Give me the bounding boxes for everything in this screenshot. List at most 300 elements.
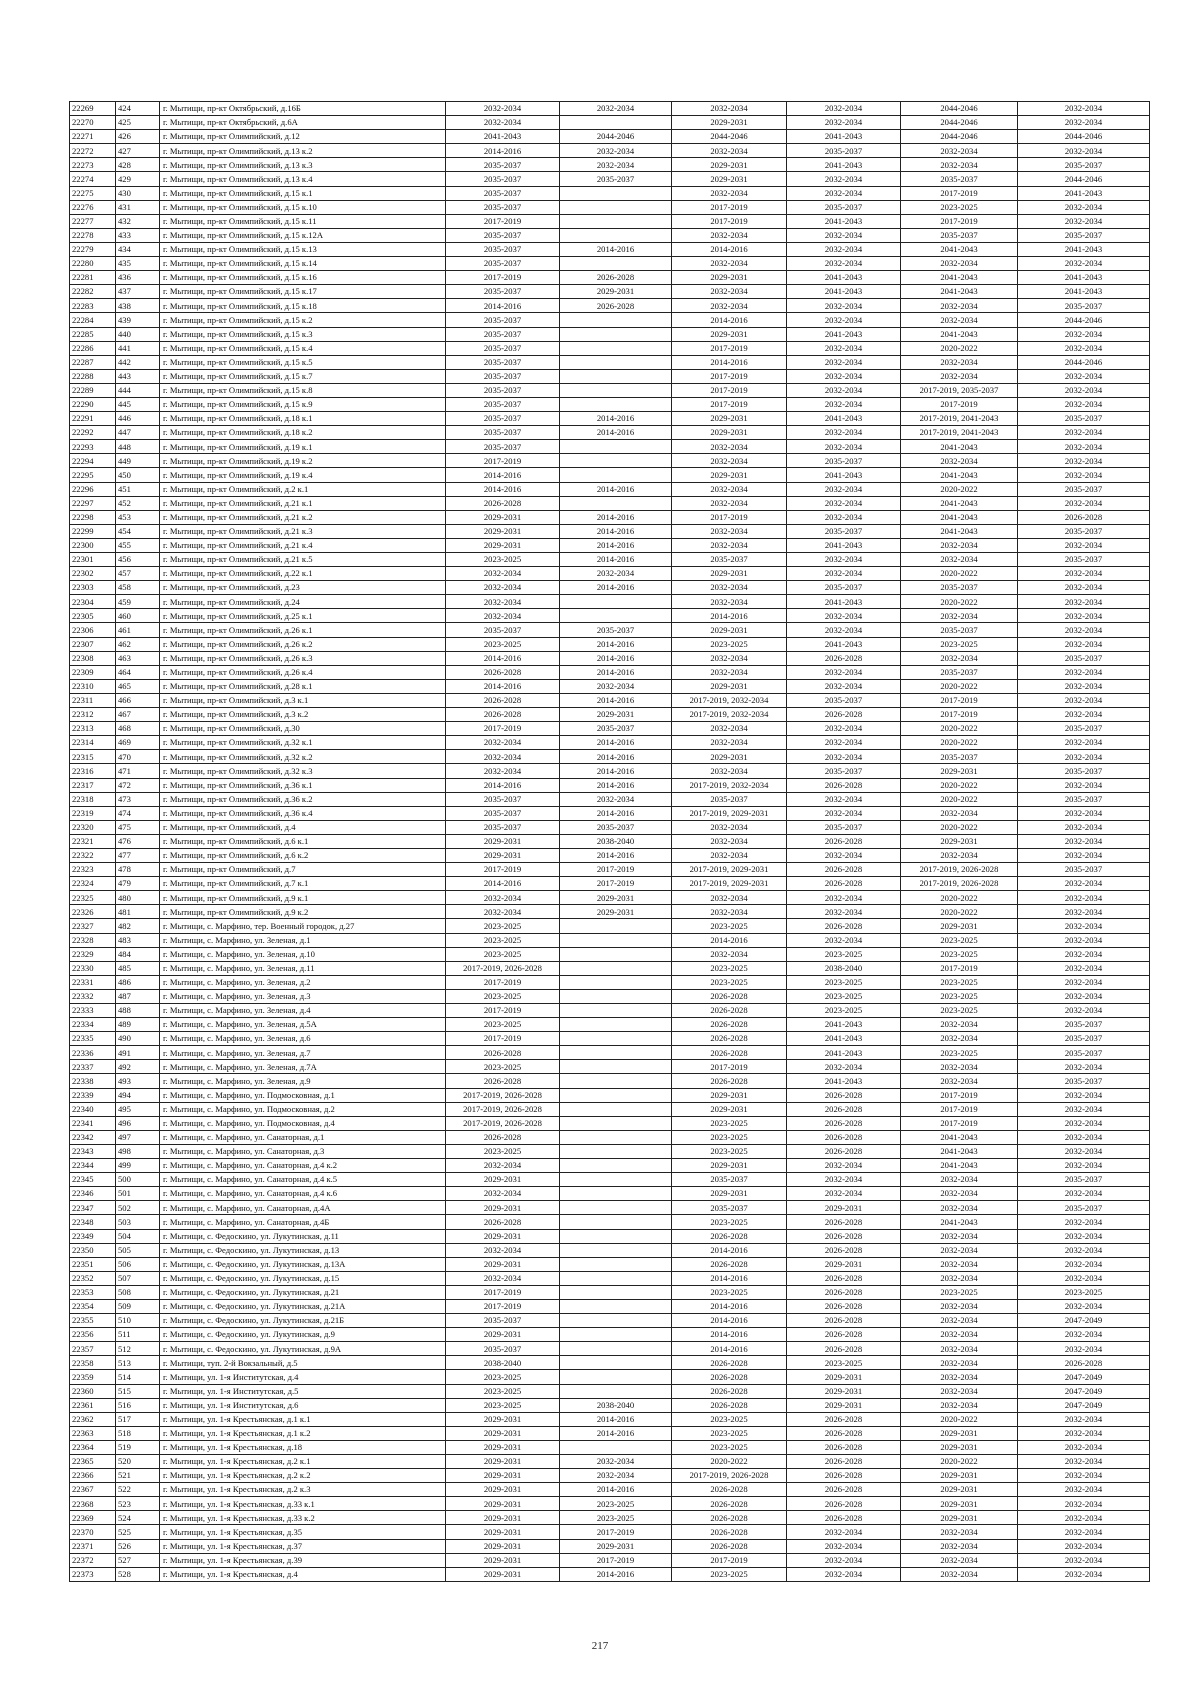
- period-2-cell: [560, 1144, 672, 1158]
- period-1-cell: 2029-2031: [446, 834, 560, 848]
- period-4-cell: 2029-2031: [787, 1370, 901, 1384]
- period-6-cell: 2041-2043: [1018, 285, 1150, 299]
- item-number-cell: 425: [116, 116, 160, 130]
- period-2-cell: 2023-2025: [560, 1511, 672, 1525]
- item-number-cell: 491: [116, 1046, 160, 1060]
- period-5-cell: 2029-2031: [901, 1440, 1018, 1454]
- item-number-cell: 468: [116, 722, 160, 736]
- period-2-cell: [560, 341, 672, 355]
- period-5-cell: 2032-2034: [901, 1187, 1018, 1201]
- period-2-cell: 2014-2016: [560, 778, 672, 792]
- table-row: [70, 1370, 1150, 1384]
- period-5-cell: 2032-2034: [901, 1553, 1018, 1567]
- period-3-cell: 2017-2019: [672, 1553, 787, 1567]
- period-1-cell: 2017-2019: [446, 1032, 560, 1046]
- period-2-cell: [560, 1088, 672, 1102]
- row-number-cell: 22335: [70, 1032, 116, 1046]
- period-4-cell: 2032-2034: [787, 933, 901, 947]
- row-number-cell: 22368: [70, 1497, 116, 1511]
- period-3-cell: 2023-2025: [672, 975, 787, 989]
- item-number-cell: 501: [116, 1187, 160, 1201]
- row-number-cell: 22296: [70, 482, 116, 496]
- period-4-cell: 2026-2028: [787, 1271, 901, 1285]
- item-number-cell: 515: [116, 1384, 160, 1398]
- period-3-cell: 2017-2019, 2029-2031: [672, 877, 787, 891]
- item-number-cell: 500: [116, 1173, 160, 1187]
- period-6-cell: 2032-2034: [1018, 693, 1150, 707]
- period-1-cell: 2032-2034: [446, 116, 560, 130]
- item-number-cell: 471: [116, 764, 160, 778]
- period-6-cell: 2026-2028: [1018, 1356, 1150, 1370]
- period-4-cell: 2026-2028: [787, 1144, 901, 1158]
- table-row: [70, 553, 1150, 567]
- period-1-cell: 2032-2034: [446, 581, 560, 595]
- period-6-cell: 2032-2034: [1018, 1553, 1150, 1567]
- period-5-cell: 2017-2019: [901, 961, 1018, 975]
- period-1-cell: 2032-2034: [446, 764, 560, 778]
- period-1-cell: 2032-2034: [446, 1271, 560, 1285]
- item-number-cell: 431: [116, 200, 160, 214]
- period-4-cell: 2032-2034: [787, 440, 901, 454]
- period-5-cell: 2032-2034: [901, 1271, 1018, 1285]
- address-cell: г. Мытищи, ул. 1-я Крестьянская, д.33 к.1: [160, 1497, 446, 1511]
- table-row: [70, 947, 1150, 961]
- table-row: [70, 792, 1150, 806]
- period-6-cell: 2032-2034: [1018, 1455, 1150, 1469]
- period-3-cell: 2032-2034: [672, 496, 787, 510]
- period-2-cell: 2032-2034: [560, 1455, 672, 1469]
- period-4-cell: 2035-2037: [787, 581, 901, 595]
- period-3-cell: 2032-2034: [672, 848, 787, 862]
- row-number-cell: 22373: [70, 1567, 116, 1581]
- period-3-cell: 2026-2028: [672, 1074, 787, 1088]
- period-1-cell: 2014-2016: [446, 144, 560, 158]
- table-row: [70, 679, 1150, 693]
- page-number: 217: [591, 1640, 609, 1652]
- period-4-cell: 2032-2034: [787, 102, 901, 116]
- period-4-cell: 2041-2043: [787, 538, 901, 552]
- period-3-cell: 2017-2019, 2032-2034: [672, 693, 787, 707]
- period-2-cell: [560, 1215, 672, 1229]
- row-number-cell: 22350: [70, 1243, 116, 1257]
- period-2-cell: [560, 595, 672, 609]
- period-1-cell: 2026-2028: [446, 496, 560, 510]
- period-3-cell: 2032-2034: [672, 581, 787, 595]
- period-1-cell: 2017-2019: [446, 454, 560, 468]
- period-1-cell: 2014-2016: [446, 468, 560, 482]
- period-1-cell: 2035-2037: [446, 412, 560, 426]
- period-1-cell: 2029-2031: [446, 1525, 560, 1539]
- period-2-cell: 2032-2034: [560, 567, 672, 581]
- period-2-cell: 2032-2034: [560, 679, 672, 693]
- period-5-cell: 2032-2034: [901, 609, 1018, 623]
- period-3-cell: 2035-2037: [672, 1201, 787, 1215]
- table-row: [70, 1060, 1150, 1074]
- table-row: [70, 919, 1150, 933]
- period-4-cell: 2026-2028: [787, 778, 901, 792]
- item-number-cell: 470: [116, 750, 160, 764]
- row-number-cell: 22356: [70, 1328, 116, 1342]
- period-1-cell: 2026-2028: [446, 1130, 560, 1144]
- period-2-cell: [560, 496, 672, 510]
- period-5-cell: 2035-2037: [901, 172, 1018, 186]
- period-2-cell: [560, 1285, 672, 1299]
- period-4-cell: 2032-2034: [787, 891, 901, 905]
- address-cell: г. Мытищи, пр-кт Олимпийский, д.19 к.4: [160, 468, 446, 482]
- address-cell: г. Мытищи, с. Марфино, ул. Зеленая, д.5А: [160, 1018, 446, 1032]
- table-row: [70, 1285, 1150, 1299]
- table-row: [70, 806, 1150, 820]
- table-row: [70, 581, 1150, 595]
- period-1-cell: 2032-2034: [446, 567, 560, 581]
- period-4-cell: 2029-2031: [787, 1201, 901, 1215]
- period-3-cell: 2029-2031: [672, 426, 787, 440]
- period-6-cell: 2032-2034: [1018, 806, 1150, 820]
- period-1-cell: 2035-2037: [446, 257, 560, 271]
- address-cell: г. Мытищи, пр-кт Олимпийский, д.24: [160, 595, 446, 609]
- period-4-cell: 2032-2034: [787, 1187, 901, 1201]
- period-3-cell: 2032-2034: [672, 665, 787, 679]
- period-3-cell: 2035-2037: [672, 1173, 787, 1187]
- item-number-cell: 493: [116, 1074, 160, 1088]
- item-number-cell: 512: [116, 1342, 160, 1356]
- period-2-cell: [560, 989, 672, 1003]
- table-row: [70, 1299, 1150, 1313]
- period-5-cell: 2032-2034: [901, 1384, 1018, 1398]
- period-6-cell: 2032-2034: [1018, 891, 1150, 905]
- period-5-cell: 2017-2019, 2026-2028: [901, 877, 1018, 891]
- row-number-cell: 22332: [70, 989, 116, 1003]
- period-6-cell: 2032-2034: [1018, 214, 1150, 228]
- row-number-cell: 22294: [70, 454, 116, 468]
- period-2-cell: [560, 1356, 672, 1370]
- period-5-cell: 2017-2019: [901, 693, 1018, 707]
- address-cell: г. Мытищи, с. Федоскино, ул. Лукутинская, д.15: [160, 1271, 446, 1285]
- period-1-cell: 2035-2037: [446, 158, 560, 172]
- period-4-cell: 2032-2034: [787, 510, 901, 524]
- period-5-cell: 2029-2031: [901, 1426, 1018, 1440]
- period-6-cell: 2032-2034: [1018, 1342, 1150, 1356]
- table-row: [70, 369, 1150, 383]
- item-number-cell: 446: [116, 412, 160, 426]
- item-number-cell: 514: [116, 1370, 160, 1384]
- address-cell: г. Мытищи, пр-кт Олимпийский, д.6 к.1: [160, 834, 446, 848]
- row-number-cell: 22303: [70, 581, 116, 595]
- period-6-cell: 2032-2034: [1018, 1483, 1150, 1497]
- period-3-cell: 2026-2028: [672, 1257, 787, 1271]
- period-4-cell: 2041-2043: [787, 130, 901, 144]
- period-4-cell: 2041-2043: [787, 595, 901, 609]
- period-3-cell: 2029-2031: [672, 116, 787, 130]
- item-number-cell: 439: [116, 313, 160, 327]
- period-1-cell: 2035-2037: [446, 426, 560, 440]
- item-number-cell: 492: [116, 1060, 160, 1074]
- period-2-cell: [560, 369, 672, 383]
- period-5-cell: 2032-2034: [901, 538, 1018, 552]
- item-number-cell: 483: [116, 933, 160, 947]
- row-number-cell: 22352: [70, 1271, 116, 1285]
- address-cell: г. Мытищи, с. Марфино, тер. Военный городок, д.27: [160, 919, 446, 933]
- period-1-cell: 2023-2025: [446, 933, 560, 947]
- period-2-cell: [560, 1328, 672, 1342]
- period-6-cell: 2032-2034: [1018, 1539, 1150, 1553]
- period-5-cell: 2029-2031: [901, 1497, 1018, 1511]
- period-1-cell: 2017-2019: [446, 975, 560, 989]
- table-row: [70, 1567, 1150, 1581]
- address-cell: г. Мытищи, пр-кт Олимпийский, д.36 к.4: [160, 806, 446, 820]
- period-3-cell: 2032-2034: [672, 834, 787, 848]
- period-6-cell: 2035-2037: [1018, 228, 1150, 242]
- period-5-cell: 2023-2025: [901, 200, 1018, 214]
- period-5-cell: 2023-2025: [901, 989, 1018, 1003]
- address-cell: г. Мытищи, ул. 1-я Крестьянская, д.2 к.2: [160, 1469, 446, 1483]
- address-cell: г. Мытищи, пр-кт Олимпийский, д.9 к.2: [160, 905, 446, 919]
- period-3-cell: 2014-2016: [672, 355, 787, 369]
- period-5-cell: 2020-2022: [901, 341, 1018, 355]
- period-4-cell: 2032-2034: [787, 750, 901, 764]
- row-number-cell: 22270: [70, 116, 116, 130]
- item-number-cell: 482: [116, 919, 160, 933]
- period-6-cell: 2035-2037: [1018, 1018, 1150, 1032]
- address-cell: г. Мытищи, пр-кт Олимпийский, д.21 к.1: [160, 496, 446, 510]
- period-4-cell: 2032-2034: [787, 1525, 901, 1539]
- period-1-cell: 2035-2037: [446, 228, 560, 242]
- period-5-cell: 2032-2034: [901, 806, 1018, 820]
- address-cell: г. Мытищи, с. Марфино, ул. Санаторная, д.4 к.5: [160, 1173, 446, 1187]
- period-5-cell: 2032-2034: [901, 651, 1018, 665]
- item-number-cell: 525: [116, 1525, 160, 1539]
- table-row: [70, 1187, 1150, 1201]
- period-4-cell: 2023-2025: [787, 989, 901, 1003]
- period-4-cell: 2041-2043: [787, 1018, 901, 1032]
- table-row: [70, 496, 1150, 510]
- period-5-cell: 2032-2034: [901, 1370, 1018, 1384]
- item-number-cell: 429: [116, 172, 160, 186]
- address-cell: г. Мытищи, ул. 1-я Институтская, д.6: [160, 1398, 446, 1412]
- period-6-cell: 2032-2034: [1018, 919, 1150, 933]
- row-number-cell: 22323: [70, 863, 116, 877]
- period-6-cell: 2032-2034: [1018, 1243, 1150, 1257]
- address-cell: г. Мытищи, пр-кт Олимпийский, д.15 к.3: [160, 327, 446, 341]
- address-cell: г. Мытищи, ул. 1-я Крестьянская, д.1 к.2: [160, 1426, 446, 1440]
- address-cell: г. Мытищи, с. Марфино, ул. Санаторная, д.4 к.6: [160, 1187, 446, 1201]
- period-2-cell: [560, 1229, 672, 1243]
- address-cell: г. Мытищи, с. Марфино, ул. Подмосковная, д.4: [160, 1116, 446, 1130]
- table-row: [70, 313, 1150, 327]
- period-6-cell: 2047-2049: [1018, 1398, 1150, 1412]
- item-number-cell: 461: [116, 623, 160, 637]
- table-row: [70, 1243, 1150, 1257]
- period-1-cell: 2026-2028: [446, 1215, 560, 1229]
- period-4-cell: 2032-2034: [787, 609, 901, 623]
- period-5-cell: 2041-2043: [901, 1144, 1018, 1158]
- table-row: [70, 440, 1150, 454]
- period-3-cell: 2026-2028: [672, 1497, 787, 1511]
- period-5-cell: 2017-2019, 2035-2037: [901, 383, 1018, 397]
- period-2-cell: [560, 609, 672, 623]
- period-1-cell: 2032-2034: [446, 1187, 560, 1201]
- table-row: [70, 609, 1150, 623]
- period-3-cell: 2014-2016: [672, 313, 787, 327]
- period-5-cell: 2029-2031: [901, 834, 1018, 848]
- period-5-cell: 2041-2043: [901, 1159, 1018, 1173]
- period-1-cell: 2029-2031: [446, 1483, 560, 1497]
- period-4-cell: 2023-2025: [787, 975, 901, 989]
- address-cell: г. Мытищи, пр-кт Олимпийский, д.13 к.4: [160, 172, 446, 186]
- period-2-cell: 2017-2019: [560, 1553, 672, 1567]
- period-6-cell: 2032-2034: [1018, 1130, 1150, 1144]
- period-1-cell: 2035-2037: [446, 341, 560, 355]
- period-6-cell: 2035-2037: [1018, 651, 1150, 665]
- period-4-cell: 2035-2037: [787, 693, 901, 707]
- period-3-cell: 2026-2028: [672, 1046, 787, 1060]
- period-5-cell: 2020-2022: [901, 595, 1018, 609]
- period-1-cell: 2035-2037: [446, 397, 560, 411]
- period-3-cell: 2017-2019: [672, 383, 787, 397]
- period-4-cell: 2032-2034: [787, 383, 901, 397]
- table-row: [70, 1511, 1150, 1525]
- period-6-cell: 2032-2034: [1018, 609, 1150, 623]
- period-1-cell: 2035-2037: [446, 623, 560, 637]
- period-5-cell: 2032-2034: [901, 1032, 1018, 1046]
- period-3-cell: 2026-2028: [672, 1525, 787, 1539]
- period-4-cell: 2032-2034: [787, 736, 901, 750]
- item-number-cell: 510: [116, 1314, 160, 1328]
- period-4-cell: 2041-2043: [787, 271, 901, 285]
- address-cell: г. Мытищи, с. Марфино, ул. Зеленая, д.1: [160, 933, 446, 947]
- row-number-cell: 22274: [70, 172, 116, 186]
- period-3-cell: 2014-2016: [672, 1328, 787, 1342]
- period-6-cell: 2032-2034: [1018, 1469, 1150, 1483]
- row-number-cell: 22288: [70, 369, 116, 383]
- period-1-cell: 2023-2025: [446, 553, 560, 567]
- item-number-cell: 527: [116, 1553, 160, 1567]
- table-row: [70, 637, 1150, 651]
- period-5-cell: 2017-2019: [901, 1116, 1018, 1130]
- address-cell: г. Мытищи, с. Марфино, ул. Зеленая, д.4: [160, 1004, 446, 1018]
- period-4-cell: 2041-2043: [787, 1074, 901, 1088]
- period-6-cell: 2032-2034: [1018, 116, 1150, 130]
- row-number-cell: 22348: [70, 1215, 116, 1229]
- table-row: [70, 257, 1150, 271]
- period-4-cell: 2026-2028: [787, 919, 901, 933]
- period-1-cell: 2035-2037: [446, 1314, 560, 1328]
- period-3-cell: 2032-2034: [672, 947, 787, 961]
- table-row: [70, 905, 1150, 919]
- address-cell: г. Мытищи, с. Федоскино, ул. Лукутинская, д.13А: [160, 1257, 446, 1271]
- period-4-cell: 2041-2043: [787, 637, 901, 651]
- table-row: [70, 1004, 1150, 1018]
- period-1-cell: 2023-2025: [446, 1384, 560, 1398]
- item-number-cell: 494: [116, 1088, 160, 1102]
- period-1-cell: 2017-2019: [446, 1299, 560, 1313]
- period-5-cell: 2041-2043: [901, 242, 1018, 256]
- period-6-cell: 2032-2034: [1018, 200, 1150, 214]
- period-2-cell: 2014-2016: [560, 1567, 672, 1581]
- address-cell: г. Мытищи, пр-кт Олимпийский, д.15 к.12А: [160, 228, 446, 242]
- period-2-cell: 2014-2016: [560, 665, 672, 679]
- row-number-cell: 22278: [70, 228, 116, 242]
- period-5-cell: 2017-2019: [901, 708, 1018, 722]
- period-5-cell: 2029-2031: [901, 1469, 1018, 1483]
- address-cell: г. Мытищи, пр-кт Олимпийский, д.13 к.2: [160, 144, 446, 158]
- row-number-cell: 22328: [70, 933, 116, 947]
- row-number-cell: 22370: [70, 1525, 116, 1539]
- period-6-cell: 2032-2034: [1018, 1567, 1150, 1581]
- period-6-cell: 2035-2037: [1018, 158, 1150, 172]
- period-6-cell: 2032-2034: [1018, 383, 1150, 397]
- address-cell: г. Мытищи, с. Федоскино, ул. Лукутинская, д.9А: [160, 1342, 446, 1356]
- period-6-cell: 2032-2034: [1018, 1088, 1150, 1102]
- period-4-cell: 2026-2028: [787, 863, 901, 877]
- row-number-cell: 22361: [70, 1398, 116, 1412]
- period-4-cell: 2035-2037: [787, 454, 901, 468]
- period-3-cell: 2017-2019: [672, 510, 787, 524]
- address-cell: г. Мытищи, с. Федоскино, ул. Лукутинская, д.13: [160, 1243, 446, 1257]
- period-5-cell: 2029-2031: [901, 919, 1018, 933]
- period-6-cell: 2032-2034: [1018, 1412, 1150, 1426]
- table-row: [70, 961, 1150, 975]
- period-4-cell: 2032-2034: [787, 186, 901, 200]
- period-4-cell: 2032-2034: [787, 679, 901, 693]
- table-row: [70, 1032, 1150, 1046]
- period-3-cell: 2032-2034: [672, 285, 787, 299]
- period-1-cell: 2032-2034: [446, 750, 560, 764]
- period-1-cell: 2017-2019: [446, 271, 560, 285]
- table-row: [70, 1455, 1150, 1469]
- period-6-cell: 2026-2028: [1018, 510, 1150, 524]
- period-3-cell: 2017-2019: [672, 369, 787, 383]
- table-row: [70, 891, 1150, 905]
- period-5-cell: 2029-2031: [901, 764, 1018, 778]
- table-row: [70, 1102, 1150, 1116]
- period-4-cell: 2032-2034: [787, 806, 901, 820]
- period-1-cell: 2035-2037: [446, 820, 560, 834]
- period-3-cell: 2017-2019: [672, 1060, 787, 1074]
- address-cell: г. Мытищи, с. Марфино, ул. Зеленая, д.9: [160, 1074, 446, 1088]
- period-6-cell: 2032-2034: [1018, 623, 1150, 637]
- row-number-cell: 22269: [70, 102, 116, 116]
- period-6-cell: 2023-2025: [1018, 1285, 1150, 1299]
- address-cell: г. Мытищи, с. Марфино, ул. Подмосковная, д.2: [160, 1102, 446, 1116]
- item-number-cell: 485: [116, 961, 160, 975]
- period-3-cell: 2029-2031: [672, 468, 787, 482]
- address-cell: г. Мытищи, пр-кт Олимпийский, д.21 к.4: [160, 538, 446, 552]
- item-number-cell: 496: [116, 1116, 160, 1130]
- address-cell: г. Мытищи, с. Марфино, ул. Зеленая, д.7А: [160, 1060, 446, 1074]
- row-number-cell: 22273: [70, 158, 116, 172]
- period-2-cell: 2014-2016: [560, 693, 672, 707]
- period-2-cell: 2035-2037: [560, 172, 672, 186]
- table-row: [70, 693, 1150, 707]
- period-5-cell: 2020-2022: [901, 482, 1018, 496]
- table-row: [70, 1173, 1150, 1187]
- address-cell: г. Мытищи, ул. 1-я Крестьянская, д.2 к.1: [160, 1455, 446, 1469]
- period-6-cell: 2032-2034: [1018, 1525, 1150, 1539]
- period-6-cell: 2032-2034: [1018, 736, 1150, 750]
- period-3-cell: 2026-2028: [672, 1018, 787, 1032]
- period-2-cell: 2014-2016: [560, 848, 672, 862]
- row-number-cell: 22344: [70, 1159, 116, 1173]
- period-5-cell: 2041-2043: [901, 496, 1018, 510]
- table-row: [70, 130, 1150, 144]
- period-6-cell: 2032-2034: [1018, 496, 1150, 510]
- address-cell: г. Мытищи, ул. 1-я Крестьянская, д.35: [160, 1525, 446, 1539]
- period-3-cell: 2032-2034: [672, 905, 787, 919]
- row-number-cell: 22320: [70, 820, 116, 834]
- table-row: [70, 468, 1150, 482]
- address-cell: г. Мытищи, пр-кт Олимпийский, д.3 к.2: [160, 708, 446, 722]
